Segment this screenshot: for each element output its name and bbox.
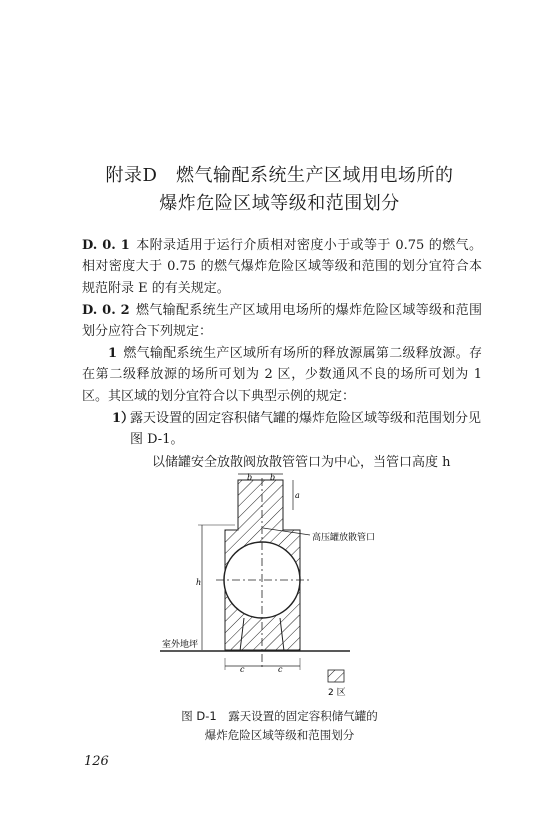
item-text: 燃气输配系统生产区域所有场所的释放源属第二级释放源。存在第二级释放源的场所可划为 2 区，少数通风不良的场所可划为 1 区。其区域的划分宜符合以下典型示例的规定： (82, 346, 482, 404)
dim-c-right: c (278, 665, 283, 674)
continued-text: 以储罐安全放散阀放散管管口为中心，当管口高度 h (152, 455, 451, 470)
subitem-number: 1） (112, 411, 135, 426)
clause-number: D. 0. 2 (82, 303, 130, 318)
item-number: 1 (108, 346, 118, 361)
ground-label: 室外地坪 (162, 640, 199, 650)
dim-c-left: c (240, 665, 245, 674)
clause-text: 本附录适用于运行介质相对密度小于或等于 0.75 的燃气。相对密度大于 0.75 的燃气爆炸危险区域等级和范围的划分宜符合本规范附录 E 的有关规定。 (82, 238, 482, 296)
clause-text: 燃气输配系统生产区域用电场所的爆炸危险区域等级和范围划分应符合下列规定： (82, 303, 482, 340)
appendix-title: 附录D 燃气输配系统生产区域用电场所的 (105, 165, 454, 186)
item-1 (82, 343, 482, 407)
dim-b-left: b (247, 473, 253, 482)
subitem-text: 露天设置的固定容积储气罐的爆炸危险区域等级和范围划分见图 D-1。 (130, 411, 482, 448)
legend-swatch (328, 670, 344, 682)
legend-zone-label: 2 区 (328, 688, 346, 698)
page-number: 126 (84, 754, 109, 769)
figure-d1 (150, 470, 410, 705)
subitem-1 (112, 408, 482, 451)
appendix-subtitle: 爆炸危险区域等级和范围划分 (159, 193, 400, 214)
clause-number: D. 0. 1 (82, 238, 130, 253)
figure-caption-1: 图 D-1 露天设置的固定容积储气罐的 (181, 709, 378, 723)
clause-d01 (82, 235, 482, 299)
dim-b-right: b (270, 473, 276, 482)
pipe-label: 高压罐放散管口 (312, 533, 376, 543)
dim-h: h (196, 578, 202, 587)
clause-d02 (82, 300, 482, 343)
figure-caption-2: 爆炸危险区域等级和范围划分 (204, 728, 355, 742)
dim-a: a (295, 491, 300, 500)
